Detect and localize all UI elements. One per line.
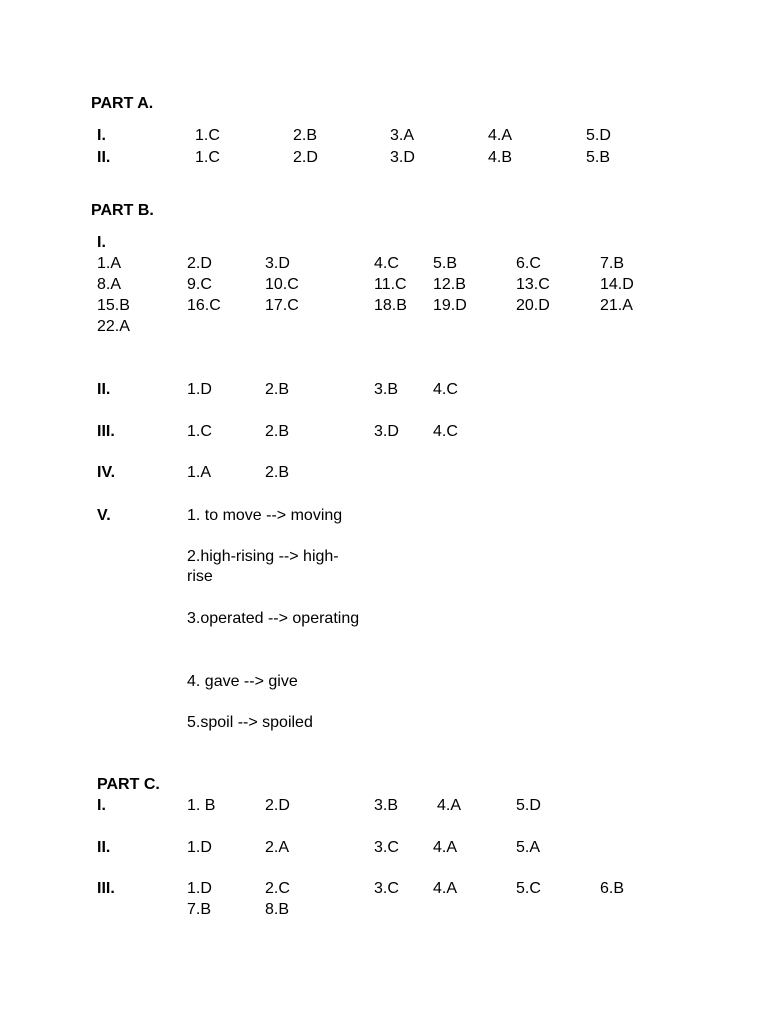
answer: 5.C: [516, 880, 541, 897]
correction-item: 4. gave --> give: [187, 673, 298, 690]
answer: 4.A: [433, 880, 458, 897]
answer: 4.A: [488, 127, 513, 144]
answer: 11.C: [374, 276, 407, 293]
answer: 1.D: [187, 839, 212, 856]
answer: 12.B: [433, 276, 466, 293]
answer: 22.A: [97, 318, 130, 335]
answer: 5.D: [586, 127, 611, 144]
part-b-section-label: II.: [97, 381, 111, 398]
correction-item: 1. to move --> moving: [187, 507, 343, 524]
answer: 1.C: [195, 149, 220, 166]
part-a-row-label: II.: [97, 149, 111, 166]
answer: 4.B: [488, 149, 513, 166]
answer: 4.C: [433, 381, 458, 398]
answer: 1.D: [187, 381, 212, 398]
answer: 7.B: [600, 255, 625, 272]
part-a-title: PART A.: [91, 95, 154, 112]
part-b-section-label: III.: [97, 423, 115, 440]
answer: 2.B: [293, 127, 318, 144]
answer: 2.B: [265, 423, 290, 440]
answer: 5.A: [516, 839, 541, 856]
answer: 5.B: [586, 149, 611, 166]
answer: 2.A: [265, 839, 290, 856]
answer: 4.C: [433, 423, 458, 440]
answer: 1.A: [187, 464, 212, 481]
answer: 8.B: [265, 901, 290, 918]
correction-item: 3.operated --> operating: [187, 610, 360, 627]
correction-item: 2.high-rising --> high-rise: [187, 548, 339, 585]
part-c-row-label: II.: [97, 839, 111, 856]
answer: 1.C: [195, 127, 220, 144]
answer: 1.D: [187, 880, 212, 897]
answer: 6.B: [600, 880, 625, 897]
answer: 17.C: [265, 297, 299, 314]
answer: 1. B: [187, 797, 216, 814]
answer: 3.B: [374, 381, 399, 398]
part-b-section-label: I.: [97, 234, 106, 251]
answer: 18.B: [374, 297, 407, 314]
correction-item: 5.spoil --> spoiled: [187, 714, 313, 731]
answer: 5.B: [433, 255, 458, 272]
answer: 14.D: [600, 276, 634, 293]
part-b-section-label: IV.: [97, 464, 116, 481]
answer: 2.D: [265, 797, 290, 814]
answer: 16.C: [187, 297, 221, 314]
answer: 1.A: [97, 255, 122, 272]
answer: 3.C: [374, 880, 399, 897]
answer: 3.D: [374, 423, 399, 440]
answer: 13.C: [516, 276, 550, 293]
part-c-row-label: I.: [97, 797, 106, 814]
answer: 9.C: [187, 276, 212, 293]
answer: 7.B: [187, 901, 212, 918]
answer: 3.A: [390, 127, 415, 144]
answer: 3.D: [265, 255, 290, 272]
answer: 3.D: [390, 149, 415, 166]
answer: 19.D: [433, 297, 467, 314]
answer: 2.D: [293, 149, 318, 166]
answer: 2.B: [265, 464, 290, 481]
answer: 2.D: [187, 255, 212, 272]
answer: 15.B: [97, 297, 130, 314]
answer: 3.C: [374, 839, 399, 856]
answer: 20.D: [516, 297, 550, 314]
answer: 3.B: [374, 797, 399, 814]
answer: 10.C: [265, 276, 299, 293]
answer: 1.C: [187, 423, 212, 440]
answer: 21.A: [600, 297, 633, 314]
answer: 6.C: [516, 255, 541, 272]
part-c-title: PART C.: [97, 776, 160, 793]
answer: 4.A: [433, 839, 458, 856]
part-a-row-label: I.: [97, 127, 106, 144]
answer: 2.B: [265, 381, 290, 398]
answer: 4.C: [374, 255, 399, 272]
answer: 5.D: [516, 797, 541, 814]
answer: 4.A: [437, 797, 462, 814]
answer: 8.A: [97, 276, 122, 293]
answer: 2.C: [265, 880, 290, 897]
part-b-title: PART B.: [91, 202, 154, 219]
part-c-row-label: III.: [97, 880, 115, 897]
part-b-section-label: V.: [97, 507, 111, 524]
